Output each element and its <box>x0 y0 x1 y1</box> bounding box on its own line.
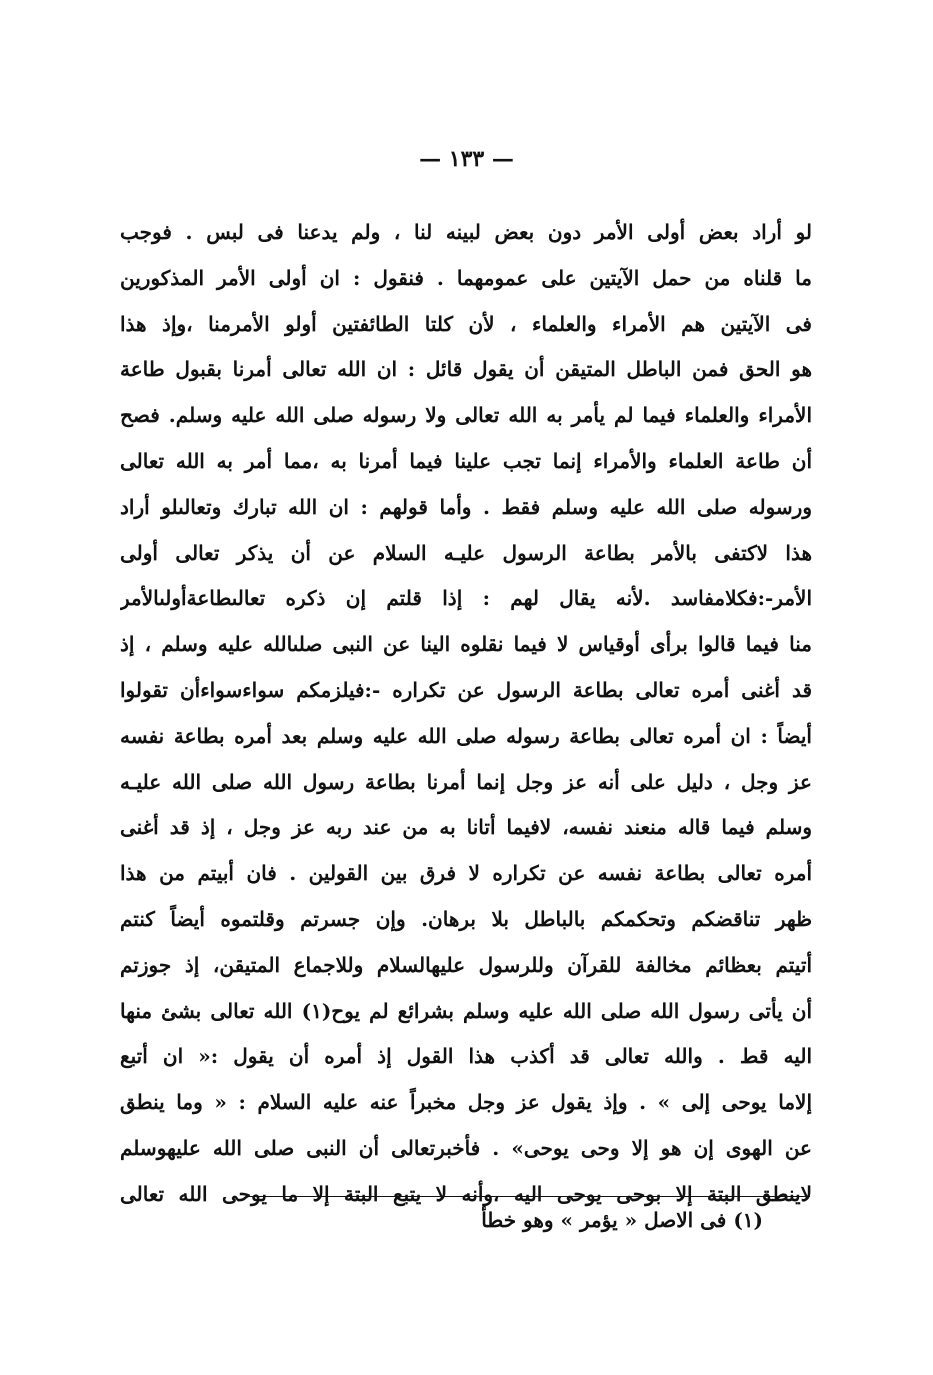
text-line: عز وجل ، دليل على أنه عز وجل إنما أمرنا بطاعة رسول الله صلى الله عليـه <box>120 769 812 794</box>
text-line: ورسوله صلى الله عليه وسلم فقط . وأما قولهم : ان الله تبارك وتعالىلو أراد <box>120 494 812 519</box>
text-line: منا فيما قالوا برأى أوقياس لا فيما نقلوه الينا عن النبى صلىالله عليه وسلم ، إذ <box>120 632 812 657</box>
text-line: الأمراء والعلماء فيما لم يأمر به الله تعالى ولا رسوله صلى الله عليه وسلم. فصح <box>120 403 812 428</box>
text-line: أن طاعة العلماء والأمراء إنما تجب علينا فيما أمرنا به ،مما أمر به الله تعالى <box>120 448 812 473</box>
text-line: فى الآيتين هم الأمراء والعلماء ، لأن كلتا الطائفتين أولو الأمرمنا ،وإذ هذا <box>120 311 812 336</box>
text-line: أن يأتى رسول الله صلى الله عليه وسلم بشرائع لم يوح(١) الله تعالى بشئ منها <box>120 998 812 1023</box>
text-line: أتيتم بعظائم مخالفة للقرآن وللرسول عليهالسلام وللاجماع المتيقن، إذ جوزتم <box>120 952 812 977</box>
text-line: وسلم فيما قاله منعند نفسه، لافيما أتانا به من عند ربه عز وجل ، إذ قد أغنى <box>120 815 812 840</box>
text-line: اليه قط . والله تعالى قد أكذب هذا القول إذ أمره أن يقول :« ان أتبع <box>120 1044 812 1069</box>
footnote: (١) فى الاصل « يؤمر » وهو خطأ <box>481 1208 763 1232</box>
page-number: — ١٣٣ — <box>419 146 514 172</box>
text-line: لاينطق البتة إلا بوحى يوحى اليه ،وأنه لا يتبع البتة إلا ما يوحى الله تعالى <box>120 1181 812 1206</box>
text-line: عن الهوى إن هو إلا وحى يوحى» . فأخبرتعالى أن النبى صلى الله عليهوسلم <box>120 1135 812 1160</box>
footnote-divider <box>246 1196 810 1197</box>
text-line: قد أغنى أمره تعالى بطاعة الرسول عن تكراره -:فيلزمكم سواءسواءأن تقولوا <box>120 677 812 702</box>
text-line: هذا لاكتفى بالأمر بطاعة الرسول عليـه السلام عن أن يذكر تعالى أولى <box>120 540 812 565</box>
text-line: هو الحق فمن الباطل المتيقن أن يقول قائل : ان الله تعالى أمرنا بقبول طاعة <box>120 357 812 382</box>
text-line: الأمر-:فكلامفاسد .لأنه يقال لهم : إذا قلتم إن ذكره تعالىطاعةأولىالأمر <box>120 586 812 611</box>
text-line: إلاما يوحى إلى » . وإذ يقول عز وجل مخبراً عنه عليه السلام : « وما ينطق <box>120 1090 812 1115</box>
text-line: أيضاً : ان أمره تعالى بطاعة رسوله صلى الله عليه وسلم بعد أمره بطاعة نفسه <box>120 723 812 748</box>
text-line: ما قلناه من حمل الآيتين على عمومهما . فنقول : ان أولى الأمر المذكورين <box>120 265 812 290</box>
text-line: لو أراد بعض أولى الأمر دون بعض لبينه لنا ، ولم يدعنا فى لبس . فوجب <box>120 220 812 244</box>
text-line: أمره تعالى بطاعة نفسه عن تكراره لا فرق بين القولين . فان أبيتم من هذا <box>120 861 812 886</box>
body-text <box>120 210 812 1218</box>
text-line: ظهر تناقضكم وتحكمكم بالباطل بلا برهان. وإن جسرتم وقلتموه أيضاً كنتم <box>120 906 812 931</box>
